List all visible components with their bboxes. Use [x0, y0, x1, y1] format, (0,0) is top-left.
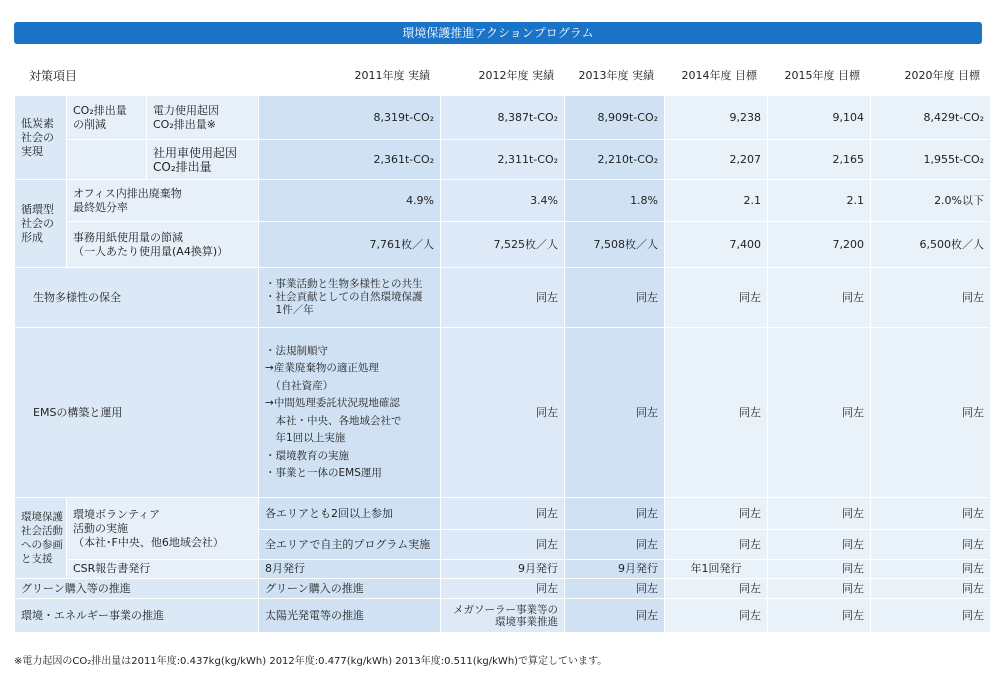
table-title: 環境保護推進アクションプログラム	[14, 22, 982, 44]
value-cell: 8,387t-CO₂	[441, 96, 565, 140]
value-cell: 同左	[441, 328, 565, 498]
value-cell: 全エリアで自主的プログラム実施	[259, 530, 441, 560]
value-cell: 同左	[565, 599, 665, 633]
value-cell: 8,319t-CO₂	[259, 96, 441, 140]
value-cell: 年1回発行	[665, 560, 768, 579]
value-cell: 7,525枚／人	[441, 222, 565, 268]
item-vehicle-co2: 社用車使用起因 CO₂排出量	[147, 140, 259, 180]
value-cell: 9月発行	[565, 560, 665, 579]
value-cell: 7,400	[665, 222, 768, 268]
item-csr-report: CSR報告書発行	[67, 560, 259, 579]
table-row	[15, 560, 991, 579]
value-cell: 9,104	[768, 96, 871, 140]
value-cell: 9月発行	[441, 560, 565, 579]
footnote: ※電力起因のCO₂排出量は2011年度:0.437kg(kg/kWh) 2012年度:0.477(kg/kWh) 2013年度:0.511(kg/kWh)で算定しています。	[14, 656, 608, 667]
table-row	[15, 180, 991, 222]
text-biodiversity-2011: ・事業活動と生物多様性との共生 ・社会貢献としての自然環境保護 1件／年	[259, 268, 441, 328]
value-cell: 同左	[441, 530, 565, 560]
item-waste-rate: オフィス内排出廃棄物 最終処分率	[67, 180, 259, 222]
header-year-2020: 2020年度 目標	[871, 57, 991, 96]
sub-co2-reduction: CO₂排出量 の削減	[67, 96, 147, 140]
text-ems-2011: ・法規制順守 →産業廃棄物の適正処理 （自社資産） →中間処理委託状況現地確認 本社・中央、各地域会社で 年1回以上実施 ・環境教育の実施 ・事業と一体のEMS運用	[259, 328, 441, 498]
value-cell: 同左	[871, 328, 991, 498]
table-row	[15, 599, 991, 633]
value-cell: 同左	[871, 599, 991, 633]
header-year-2015: 2015年度 目標	[768, 57, 871, 96]
value-cell: 2.1	[768, 180, 871, 222]
header-year-2011: 2011年度 実績	[259, 57, 441, 96]
value-cell: 6,500枚／人	[871, 222, 991, 268]
value-cell: 2,207	[665, 140, 768, 180]
value-cell: 同左	[565, 268, 665, 328]
item-biodiversity: 生物多様性の保全	[15, 268, 259, 328]
value-cell: 4.9%	[259, 180, 441, 222]
header-row	[15, 57, 991, 96]
value-cell: 2,210t-CO₂	[565, 140, 665, 180]
value-cell: 同左	[565, 530, 665, 560]
sub-empty	[67, 140, 147, 180]
value-cell: 8,909t-CO₂	[565, 96, 665, 140]
table-row	[15, 140, 991, 180]
value-cell: 同左	[565, 579, 665, 599]
value-cell: グリーン購入の推進	[259, 579, 441, 599]
value-cell: 7,508枚／人	[565, 222, 665, 268]
value-cell: 同左	[768, 268, 871, 328]
value-cell: 同左	[665, 328, 768, 498]
value-cell: 2,165	[768, 140, 871, 180]
table-row	[15, 328, 991, 498]
value-cell: 7,200	[768, 222, 871, 268]
value-cell: 2.1	[665, 180, 768, 222]
value-cell: 8月発行	[259, 560, 441, 579]
value-cell: 同左	[768, 599, 871, 633]
value-cell: 同左	[768, 530, 871, 560]
item-energy-business: 環境・エネルギー事業の推進	[15, 599, 259, 633]
value-cell: 同左	[871, 498, 991, 530]
value-cell: 同左	[871, 268, 991, 328]
table-row	[15, 222, 991, 268]
header-year-2013: 2013年度 実績	[565, 57, 665, 96]
value-cell: 同左	[768, 498, 871, 530]
table-row	[15, 498, 991, 530]
value-cell: 同左	[665, 268, 768, 328]
value-cell: メガソーラー事業等の 環境事業推進	[441, 599, 565, 633]
category-social: 環境保護 社会活動 への参画 と支援	[15, 498, 67, 579]
value-cell: 1.8%	[565, 180, 665, 222]
header-year-2014: 2014年度 目標	[665, 57, 768, 96]
table-row	[15, 579, 991, 599]
item-electric-co2: 電力使用起因 CO₂排出量※	[147, 96, 259, 140]
table-row	[15, 268, 991, 328]
item-paper-usage: 事務用紙使用量の節減 （一人あたり使用量(A4換算)）	[67, 222, 259, 268]
value-cell: 同左	[871, 560, 991, 579]
value-cell: 同左	[441, 268, 565, 328]
value-cell: 9,238	[665, 96, 768, 140]
header-year-2012: 2012年度 実績	[441, 57, 565, 96]
category-low-carbon: 低炭素 社会の 実現	[15, 96, 67, 180]
value-cell: 同左	[565, 498, 665, 530]
value-cell: 1,955t-CO₂	[871, 140, 991, 180]
value-cell: 2,311t-CO₂	[441, 140, 565, 180]
value-cell: 同左	[768, 328, 871, 498]
table-row	[15, 96, 991, 140]
value-cell: 太陽光発電等の推進	[259, 599, 441, 633]
sub-volunteer: 環境ボランティア 活動の実施 （本社･F中央、他6地域会社）	[67, 498, 259, 560]
value-cell: 8,429t-CO₂	[871, 96, 991, 140]
item-green-purchase: グリーン購入等の推進	[15, 579, 259, 599]
action-program-table	[14, 56, 991, 633]
value-cell: 各エリアとも2回以上参加	[259, 498, 441, 530]
header-label: 対策項目	[15, 57, 259, 96]
value-cell: 同左	[441, 498, 565, 530]
item-ems: EMSの構築と運用	[15, 328, 259, 498]
value-cell: 3.4%	[441, 180, 565, 222]
value-cell: 同左	[768, 560, 871, 579]
value-cell: 同左	[665, 498, 768, 530]
value-cell: 同左	[665, 530, 768, 560]
value-cell: 同左	[565, 328, 665, 498]
value-cell: 同左	[871, 530, 991, 560]
value-cell: 同左	[665, 599, 768, 633]
value-cell: 2.0%以下	[871, 180, 991, 222]
value-cell: 7,761枚／人	[259, 222, 441, 268]
value-cell: 同左	[441, 579, 565, 599]
value-cell: 同左	[665, 579, 768, 599]
category-recycle: 循環型 社会の 形成	[15, 180, 67, 268]
value-cell: 2,361t-CO₂	[259, 140, 441, 180]
value-cell: 同左	[871, 579, 991, 599]
value-cell: 同左	[768, 579, 871, 599]
